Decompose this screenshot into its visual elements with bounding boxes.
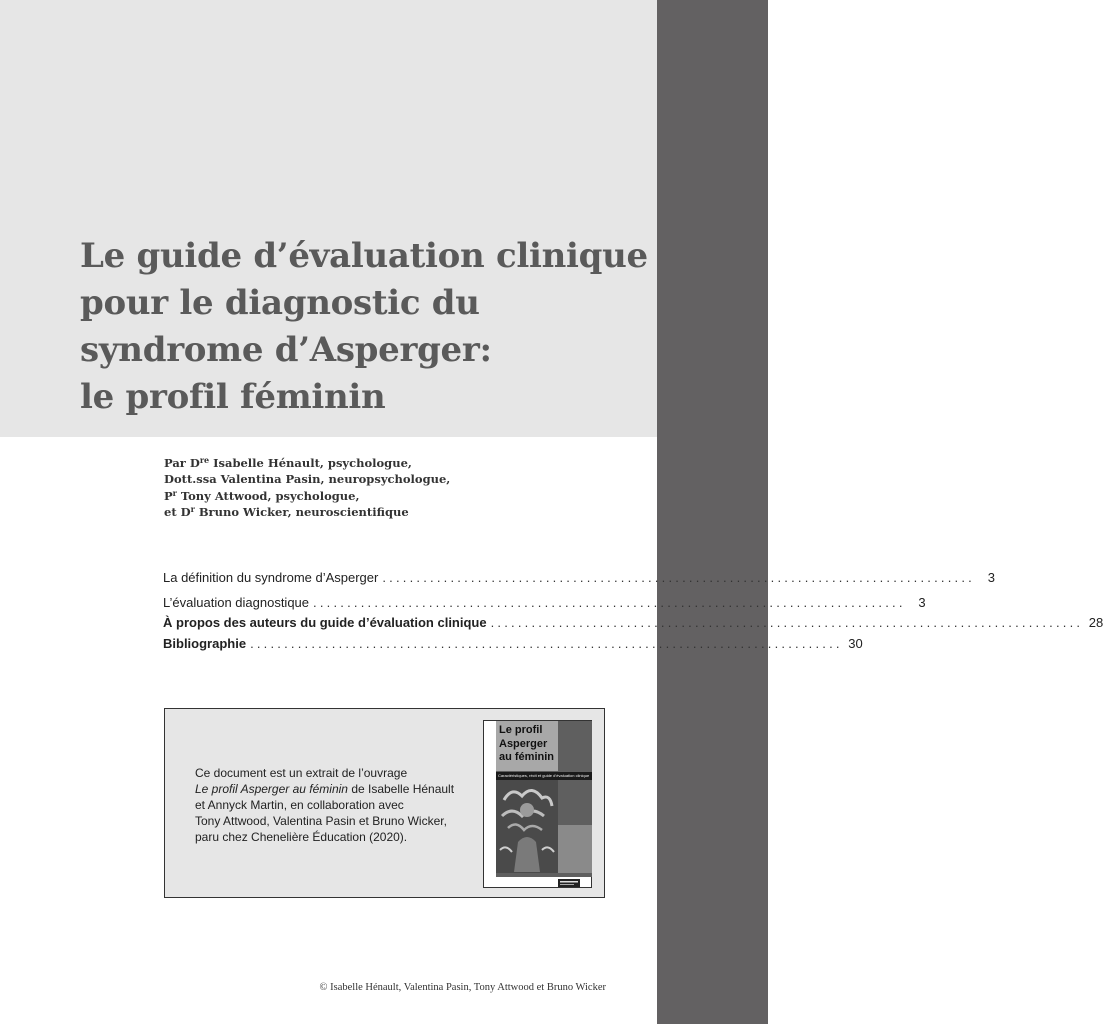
note-line: et Annyck Martin, en collaboration avec <box>195 798 404 812</box>
right-margin-bar <box>657 0 768 1024</box>
source-note-box <box>164 708 605 898</box>
note-line: Ce document est un extrait de l’ouvrage <box>195 766 408 780</box>
author-list <box>164 455 644 520</box>
note-line: Le profil Asperger au féminin de Isabelle Hénault <box>195 782 455 796</box>
toc-leader-dots: ....................................................................................... <box>382 570 975 585</box>
source-note-text <box>195 765 485 845</box>
cover-author-panel <box>558 825 592 873</box>
toc-entry-page: 3 <box>987 570 995 585</box>
cover-subtitle: Caractéristiques, récit et guide d’évaluation clinique <box>496 772 592 780</box>
author-line: et $D^r$ Bruno Wicker, neuroscientifique <box>164 503 409 519</box>
book-title: Le profil Asperger au féminin <box>195 782 348 796</box>
author-line: $P^r$ Tony Attwood, psychologue, <box>164 487 360 503</box>
book-cover-front <box>496 721 592 877</box>
toc-entry[interactable] <box>163 570 995 588</box>
toc-leader-dots: ....................................................................................... <box>490 615 1084 630</box>
toc-entry-page: 30 <box>848 636 863 651</box>
book-cover-image <box>483 720 592 888</box>
copyright-footer: © Isabelle Hénault, Valentina Pasin, Tony Attwood et Bruno Wicker <box>319 982 606 993</box>
title-line: le profil féminin <box>80 377 386 417</box>
cover-title: Le profil Asperger au féminin <box>499 724 555 763</box>
toc-entry-label: L’évaluation diagnostique <box>163 595 310 610</box>
note-line: Tony Attwood, Valentina Pasin et Bruno Wicker, <box>195 814 447 828</box>
author-line: Par Dre Isabelle Hénault, psychologue, <box>164 455 412 470</box>
toc-entry-label: À propos des auteurs du guide d’évaluation clinique <box>163 615 487 630</box>
publisher-logo <box>496 879 592 887</box>
toc-entry-label: La définition du syndrome d’Asperger <box>163 570 379 585</box>
toc-entry-page: 3 <box>918 595 926 610</box>
document-title <box>80 233 650 421</box>
author-line: Dott.ssa Valentina Pasin, neuropsychologue, <box>164 472 451 487</box>
cover-illustration <box>496 780 558 873</box>
toc-entry[interactable] <box>163 595 926 613</box>
toc-leader-dots: ....................................................................................... <box>250 636 843 651</box>
toc-entry[interactable] <box>163 615 1103 633</box>
note-line: paru chez Chenelière Éducation (2020). <box>195 830 408 844</box>
toc-entry[interactable] <box>163 636 863 654</box>
title-line: Le guide d’évaluation clinique <box>80 236 648 276</box>
toc-leader-dots: ....................................................................................... <box>313 595 906 610</box>
title-line: pour le diagnostic du <box>80 283 480 323</box>
title-line: syndrome d’Asperger: <box>80 330 492 370</box>
toc-entry-label: Bibliographie <box>163 636 247 651</box>
toc-entry-page: 28 <box>1088 615 1103 630</box>
